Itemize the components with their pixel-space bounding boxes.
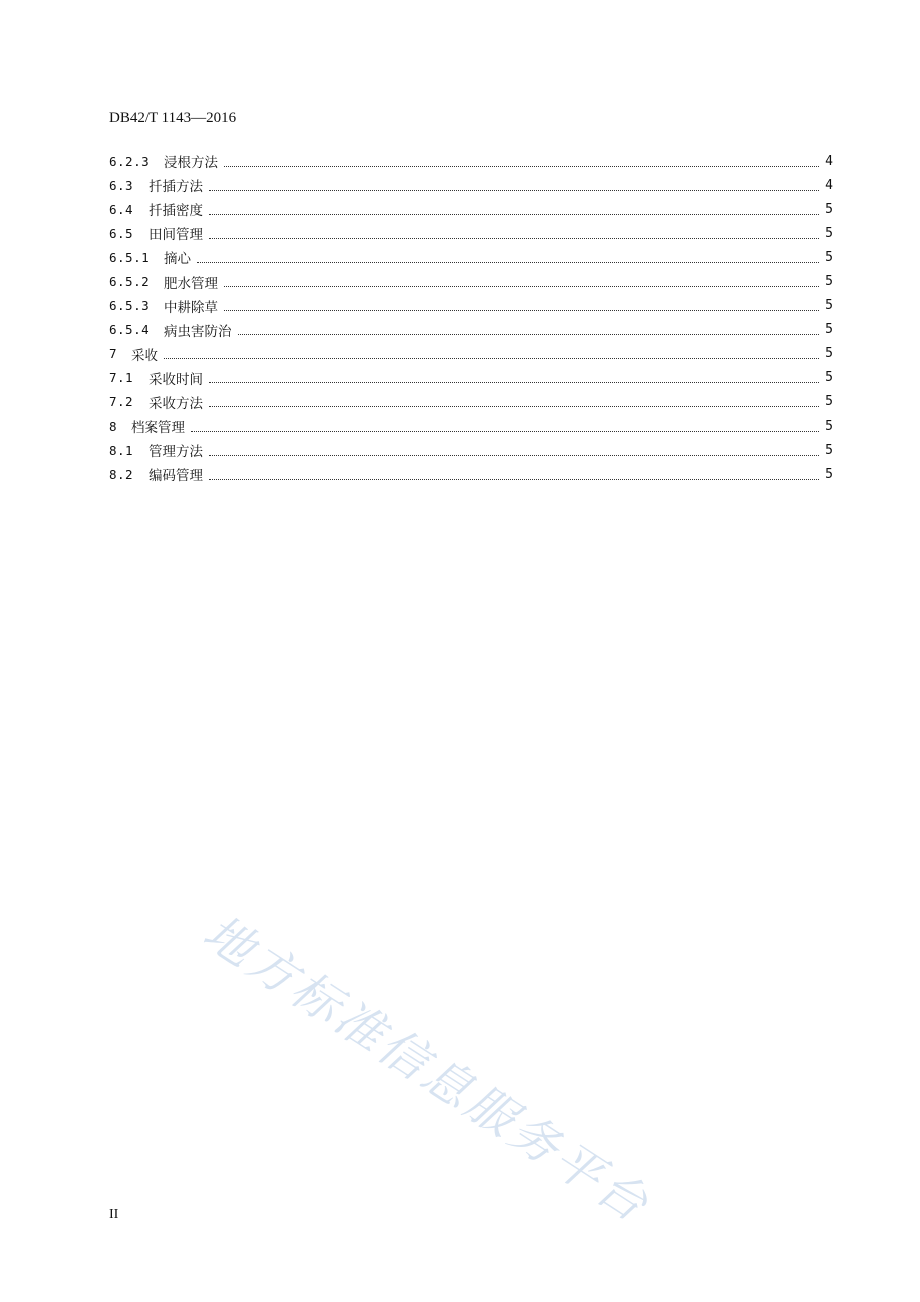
toc-leader-dots [209,204,819,215]
toc-entry-title: 编码管理 [149,468,203,485]
toc-entry-number: 8.1 [109,442,134,458]
toc-entry-number: 6.5.3 [109,298,150,314]
toc-entry-page: 5 [825,298,833,314]
toc-entry-number: 8 [109,418,118,434]
toc-entry-title: 扦插方法 [149,179,203,196]
toc-leader-dots [197,252,819,263]
toc-entry-title: 病虫害防治 [164,323,232,340]
toc-entry-title: 采收 [131,347,158,364]
toc-entry-title: 扦插密度 [149,203,203,220]
toc-entry [109,269,833,293]
toc-leader-dots [238,324,820,335]
toc-entry-number: 6.5 [109,225,134,241]
toc-entry-title: 浸根方法 [164,155,218,172]
toc-entry [109,197,833,221]
toc-entry-number: 6.5.1 [109,249,150,265]
toc-entry-title: 肥水管理 [164,275,218,292]
toc-entry [109,366,833,390]
toc-entry-title: 管理方法 [149,444,203,461]
toc-entry [109,438,833,462]
toc-leader-dots [191,421,819,432]
toc-entry-page: 5 [825,322,833,338]
toc-entry [109,342,833,366]
toc-entry-page: 5 [825,370,833,386]
toc-entry [109,245,833,269]
toc-entry [109,221,833,245]
toc-entry-number: 6.2.3 [109,153,150,169]
toc-entry-page: 4 [825,153,833,169]
toc-entry-page: 5 [825,466,833,482]
toc-leader-dots [209,180,819,191]
table-of-contents [109,149,833,486]
toc-entry-number: 7.1 [109,370,134,386]
toc-entry-title: 摘心 [164,251,191,268]
toc-entry [109,173,833,197]
toc-entry-number: 8.2 [109,466,134,482]
toc-leader-dots [224,276,819,287]
toc-entry-number: 6.5.2 [109,274,150,290]
toc-entry-page: 5 [825,274,833,290]
toc-entry [109,318,833,342]
document-code-header: DB42/T 1143—2016 [109,110,237,126]
toc-leader-dots [224,300,819,311]
toc-entry-number: 7 [109,346,118,362]
toc-entry [109,462,833,486]
toc-entry [109,414,833,438]
toc-leader-dots [209,445,819,456]
toc-entry-page: 5 [825,225,833,241]
toc-entry-page: 5 [825,418,833,434]
toc-entry-page: 5 [825,442,833,458]
toc-entry-title: 中耕除草 [164,299,218,316]
toc-entry-page: 5 [825,201,833,217]
toc-leader-dots [209,372,819,383]
toc-entry-title: 档案管理 [131,420,185,437]
toc-entry-page: 5 [825,249,833,265]
watermark: 地方标准信息服务平台 [193,904,661,1235]
toc-leader-dots [224,156,819,167]
toc-leader-dots [164,348,819,359]
page-number-footer: II [109,1207,119,1222]
toc-entry-title: 采收方法 [149,395,203,412]
toc-entry-page: 4 [825,177,833,193]
toc-entry-title: 田间管理 [149,227,203,244]
toc-entry [109,294,833,318]
toc-entry [109,149,833,173]
toc-entry-page: 5 [825,346,833,362]
toc-entry-page: 5 [825,394,833,410]
toc-entry-number: 6.3 [109,177,134,193]
toc-leader-dots [209,228,819,239]
toc-leader-dots [209,396,819,407]
toc-leader-dots [209,469,819,480]
toc-entry [109,390,833,414]
toc-entry-number: 7.2 [109,394,134,410]
toc-entry-number: 6.4 [109,201,134,217]
toc-entry-title: 采收时间 [149,371,203,388]
toc-entry-number: 6.5.4 [109,322,150,338]
